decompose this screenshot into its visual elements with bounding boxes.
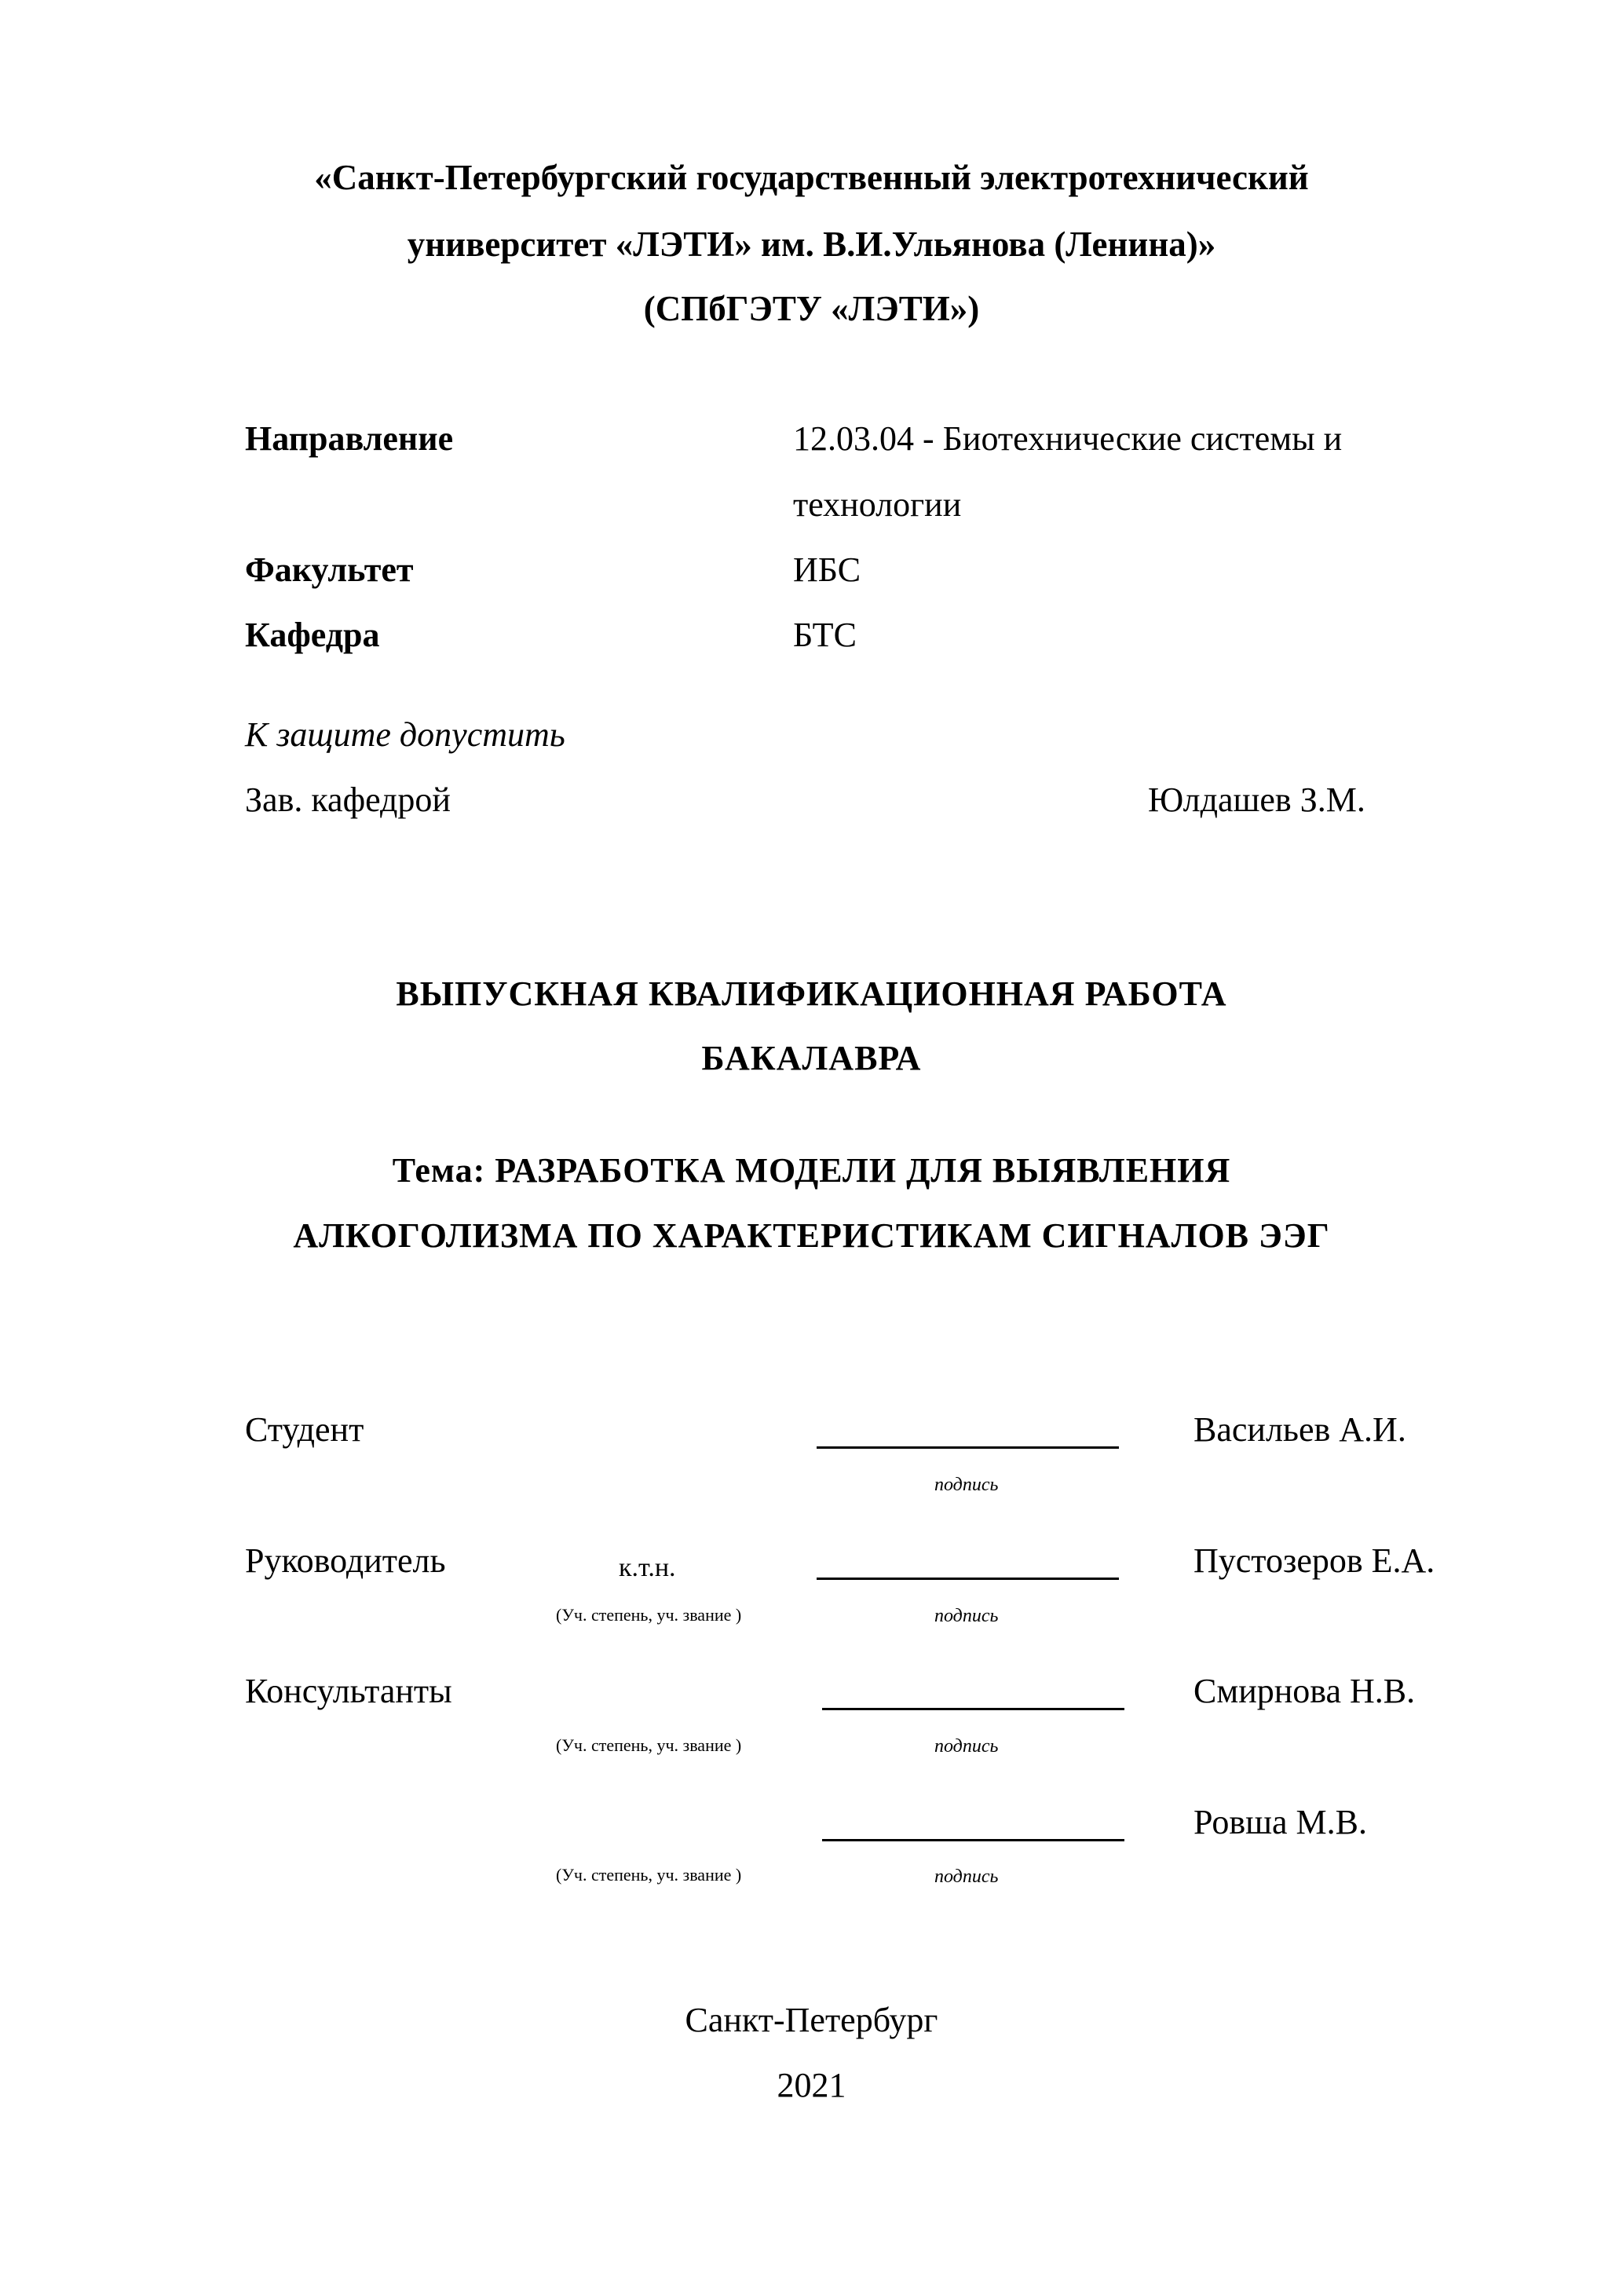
consultant1-degree-caption: (Уч. степень, уч. звание ) [556,1735,742,1755]
student-label: Студент [245,1410,364,1449]
student-signature-caption: подпись [934,1475,999,1495]
faculty-label: Факультет [245,550,414,589]
supervisor-degree: к.т.н. [619,1553,676,1582]
consultants-label: Консультанты [245,1672,452,1710]
head-of-department-name: Юлдашев З.М. [1148,781,1365,819]
student-signature-line [817,1446,1119,1449]
consultant1-signature-line [822,1708,1124,1710]
year: 2021 [777,2066,846,2104]
supervisor-name: Пустозеров Е.А. [1193,1541,1435,1580]
work-type-line1: ВЫПУСКНАЯ КВАЛИФИКАЦИОННАЯ РАБОТА [396,974,1227,1013]
supervisor-signature-caption: подпись [934,1606,999,1626]
topic-line1: Тема: РАЗРАБОТКА МОДЕЛИ ДЛЯ ВЫЯВЛЕНИЯ [392,1151,1231,1190]
consultant2-signature-caption: подпись [934,1866,999,1887]
head-of-department-label: Зав. кафедрой [245,781,451,819]
topic-line2: АЛКОГОЛИЗМА ПО ХАРАКТЕРИСТИКАМ СИГНАЛОВ ЭЭГ [293,1216,1330,1255]
direction-label: Направление [245,419,454,458]
consultant1-name: Смирнова Н.В. [1193,1672,1416,1710]
supervisor-label: Руководитель [245,1541,446,1580]
supervisor-degree-caption: (Уч. степень, уч. звание ) [556,1605,742,1625]
consultant2-signature-line [822,1839,1124,1841]
direction-value: 12.03.04 - Биотехнические системы и [793,419,1343,458]
consultant2-degree-caption: (Уч. степень, уч. звание ) [556,1865,742,1885]
city: Санкт-Петербург [685,2001,938,2039]
consultant1-signature-caption: подпись [934,1736,999,1757]
faculty-value: ИБС [793,550,861,589]
student-name: Васильев А.И. [1193,1410,1406,1449]
consultant2-name: Ровша М.В. [1193,1803,1368,1841]
supervisor-signature-line [817,1578,1119,1580]
work-type-line2: БАКАЛАВРА [701,1039,922,1077]
university-name-line1: «Санкт-Петербургский государственный электротехнический [314,158,1309,197]
department-value: БТС [793,616,857,654]
university-abbreviation: (СПбГЭТУ «ЛЭТИ») [643,289,980,328]
department-label: Кафедра [245,616,380,654]
direction-value-continued: технологии [793,485,962,524]
admission-note: К защите допустить [245,715,565,754]
university-name-line2: университет «ЛЭТИ» им. В.И.Ульянова (Ленина)» [407,225,1216,264]
